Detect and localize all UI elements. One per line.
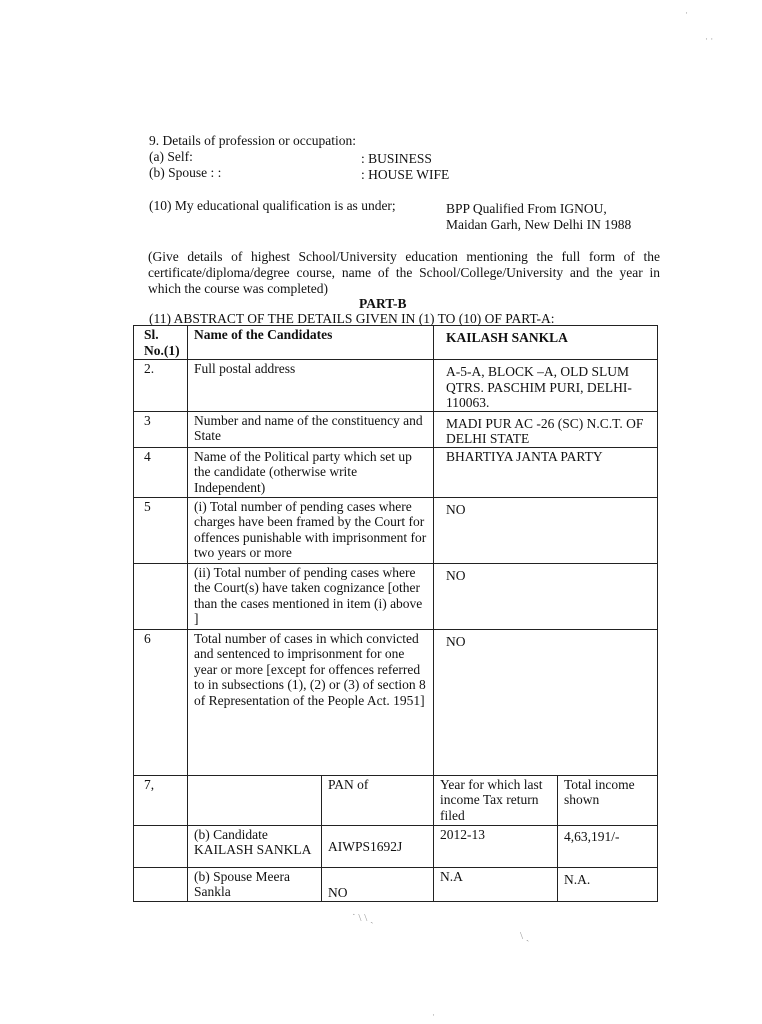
table-row — [134, 563, 658, 629]
row-value: NO — [434, 563, 658, 629]
row-sl: 7, — [134, 775, 188, 825]
income-candidate-amount: 4,63,191/- — [558, 825, 658, 867]
income-header-row — [134, 775, 658, 825]
row-label: Full postal address — [188, 360, 434, 412]
scan-speck: \ ˎ — [520, 930, 530, 942]
abstract-table — [133, 325, 658, 902]
year-header: Year for which last income Tax return filed — [434, 775, 558, 825]
row-value: MADI PUR AC -26 (SC) N.C.T. OF DELHI STATE — [434, 411, 658, 447]
income-spouse-label: (b) Spouse Meera Sankla — [188, 867, 322, 901]
candidate-name-header: KAILASH SANKLA — [434, 326, 658, 360]
education-label: (10) My educational qualification is as under; — [149, 198, 396, 213]
table-row — [134, 360, 658, 412]
scan-speck: · — [432, 1010, 435, 1020]
income-spouse-amount: N.A. — [558, 867, 658, 901]
row-value: A-5-A, BLOCK –A, OLD SLUM QTRS. PASCHIM PURI, DELHI-110063. — [434, 360, 658, 412]
part-b-title: PART-B — [359, 296, 407, 311]
income-candidate-pan: AIWPS1692J — [322, 825, 434, 867]
row-sl: 2. — [134, 360, 188, 412]
income-row-candidate — [134, 825, 658, 867]
occupation-self-value: : BUSINESS — [361, 151, 432, 166]
pan-header: PAN of — [322, 775, 434, 825]
row-label: (ii) Total number of pending cases where the Court(s) have taken cognizance [other than the cases mentioned in item (i) above ] — [188, 563, 434, 629]
row-label: Total number of cases in which convicted and sentenced to imprisonment for one year or more [except for offences referred to in subsections (1), (2) or (3) of section 8 of Representation of the People Act. 1951] — [188, 629, 434, 775]
name-of-candidates-header: Name of the Candidates — [188, 326, 434, 360]
income-spouse-pan: NO — [322, 867, 434, 901]
table-header-row — [134, 326, 658, 360]
row-sl: 3 — [134, 411, 188, 447]
occupation-self-label: (a) Self: — [149, 149, 193, 164]
row-sl — [134, 825, 188, 867]
row-sl — [134, 867, 188, 901]
table-row — [134, 497, 658, 563]
total-income-header: Total income shown — [558, 775, 658, 825]
row-sl: 6 — [134, 629, 188, 775]
table-row — [134, 411, 658, 447]
row-value: BHARTIYA JANTA PARTY — [434, 447, 658, 497]
scan-speck: ˙ \ \ ˎ — [352, 912, 374, 924]
income-candidate-label: (b) Candidate KAILASH SANKLA — [188, 825, 322, 867]
row-sl: 4 — [134, 447, 188, 497]
income-candidate-year: 2012-13 — [434, 825, 558, 867]
row-value: NO — [434, 629, 658, 775]
income-blank-cell — [188, 775, 322, 825]
row-label: Number and name of the constituency and State — [188, 411, 434, 447]
occupation-spouse-value: : HOUSE WIFE — [361, 167, 450, 182]
income-row-spouse — [134, 867, 658, 901]
row-value: NO — [434, 497, 658, 563]
scan-speck: · — [685, 8, 688, 18]
row-label: Name of the Political party which set up the candidate (otherwise write Independent) — [188, 447, 434, 497]
sl-no-header: Sl. No.(1) — [134, 326, 188, 360]
education-value-line2: Maidan Garh, New Delhi IN 1988 — [446, 217, 632, 232]
occupation-heading: 9. Details of profession or occupation: — [149, 133, 356, 148]
education-value-line1: BPP Qualified From IGNOU, — [446, 201, 607, 216]
row-label: (i) Total number of pending cases where charges have been framed by the Court for offences punishable with imprisonment for two years or more — [188, 497, 434, 563]
abstract-heading: (11) ABSTRACT OF THE DETAILS GIVEN IN (1) TO (10) OF PART-A: — [149, 311, 555, 326]
table-row — [134, 447, 658, 497]
row-sl: 5 — [134, 497, 188, 563]
income-spouse-year: N.A — [434, 867, 558, 901]
table-row — [134, 629, 658, 775]
occupation-spouse-label: (b) Spouse : : — [149, 165, 222, 180]
scan-speck: · · — [705, 34, 714, 44]
education-instruction: (Give details of highest School/University education mentioning the full form of the certificate/diploma/degree course, name of the School/College/University and the year in which the course was completed) — [148, 249, 660, 296]
row-sl — [134, 563, 188, 629]
